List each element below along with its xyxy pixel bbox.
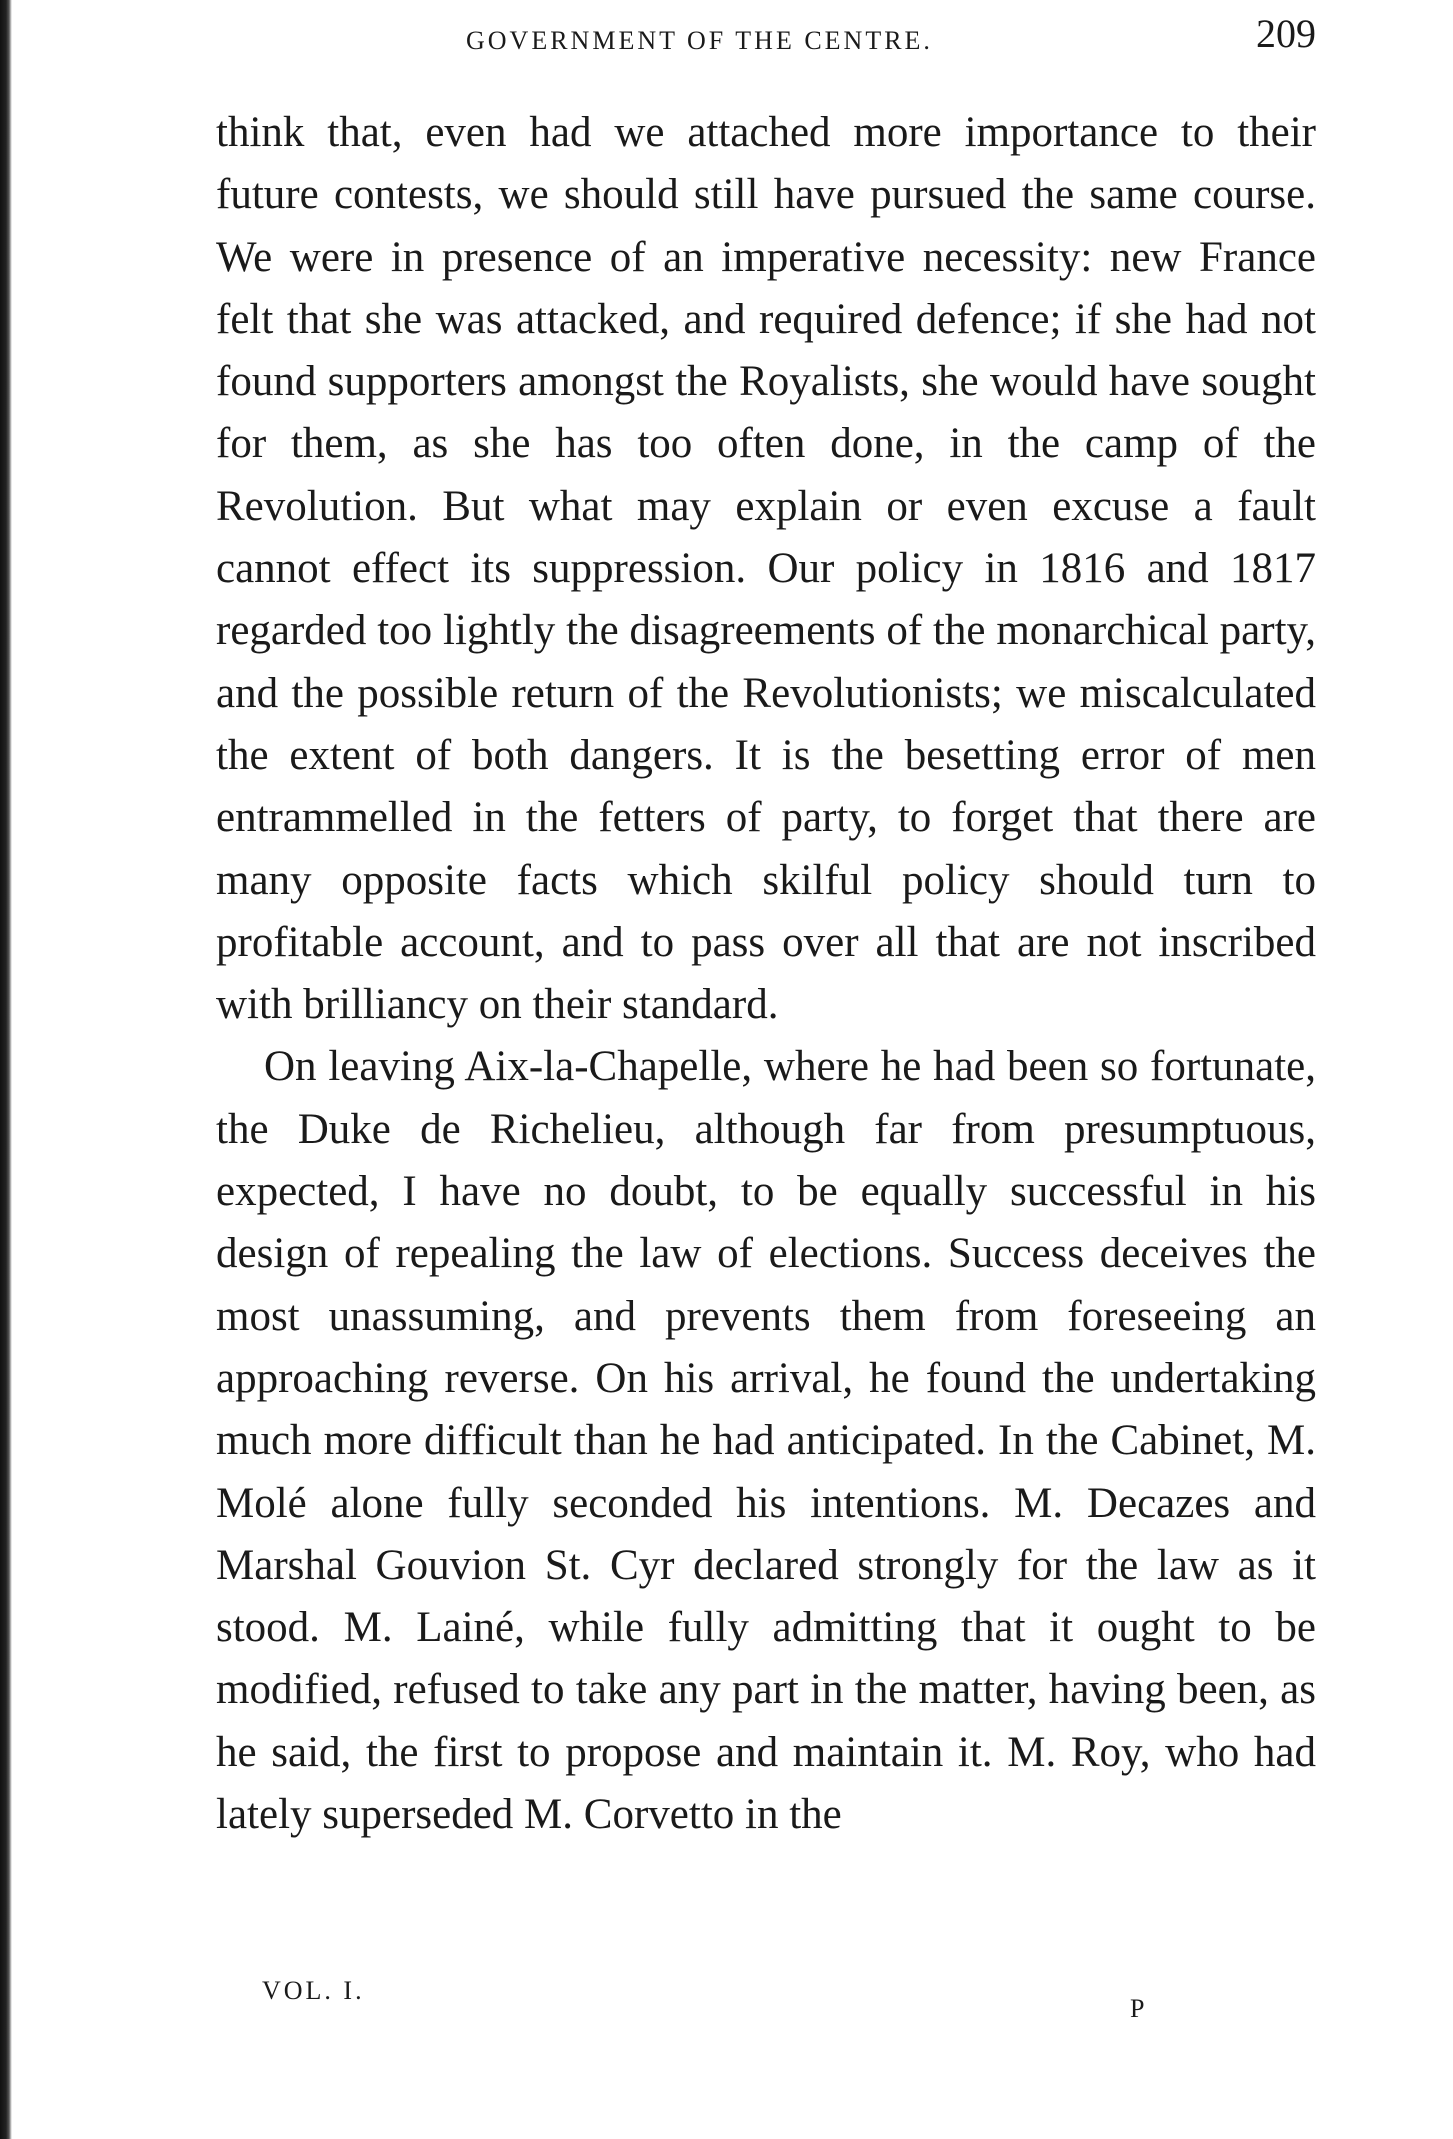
- running-title: GOVERNMENT OF THE CENTRE.: [466, 26, 933, 55]
- paragraph-continued: think that, even had we attached more importance to their future contests, we should still have pursued the same course. We were in presence of an imperative necessity: new France felt that she was attacked, and required defence; if she had not found supporters amongst the Royalists, she would have sought for them, as she has too often done, in the camp of the Revolution. But what may explain or even excuse a fault cannot effect its suppression. Our policy in 1816 and 1817 regarded too lightly the disagreements of the monarchical party, and the possible return of the Revolutionists; we miscalculated the extent of both dangers. It is the besetting error of men entrammelled in the fetters of party, to forget that there are many opposite facts which skilful policy should turn to profitable account, and to pass over all that are not inscribed with brilliancy on their standard.: [216, 109, 1316, 1029]
- volume-signature: VOL. I.: [262, 1976, 365, 2005]
- body-text: [216, 102, 1316, 1846]
- binding-edge: [0, 0, 12, 2139]
- paragraph-richelieu: On leaving Aix-la-Chapelle, where he had been so fortunate, the Duke de Richelieu, although far from presumptuous, expected, I have no doubt, to be equally successful in his design of repealing the law of elections. Success deceives the most unassuming, and prevents them from foreseeing an approaching reverse. On his arrival, he found the undertaking much more difficult than he had anticipated. In the Cabinet, M. Molé alone fully seconded his intentions. M. Decazes and Marshal Gouvion St. Cyr declared strongly for the law as it stood. M. Lainé, while fully admitting that it ought to be modified, refused to take any part in the matter, having been, as he said, the first to propose and maintain it. M. Roy, who had lately superseded M. Corvetto in the: [216, 1043, 1316, 1839]
- page-number: 209: [1256, 11, 1316, 56]
- running-head: [216, 10, 1316, 70]
- gathering-letter: P: [1130, 1994, 1145, 2023]
